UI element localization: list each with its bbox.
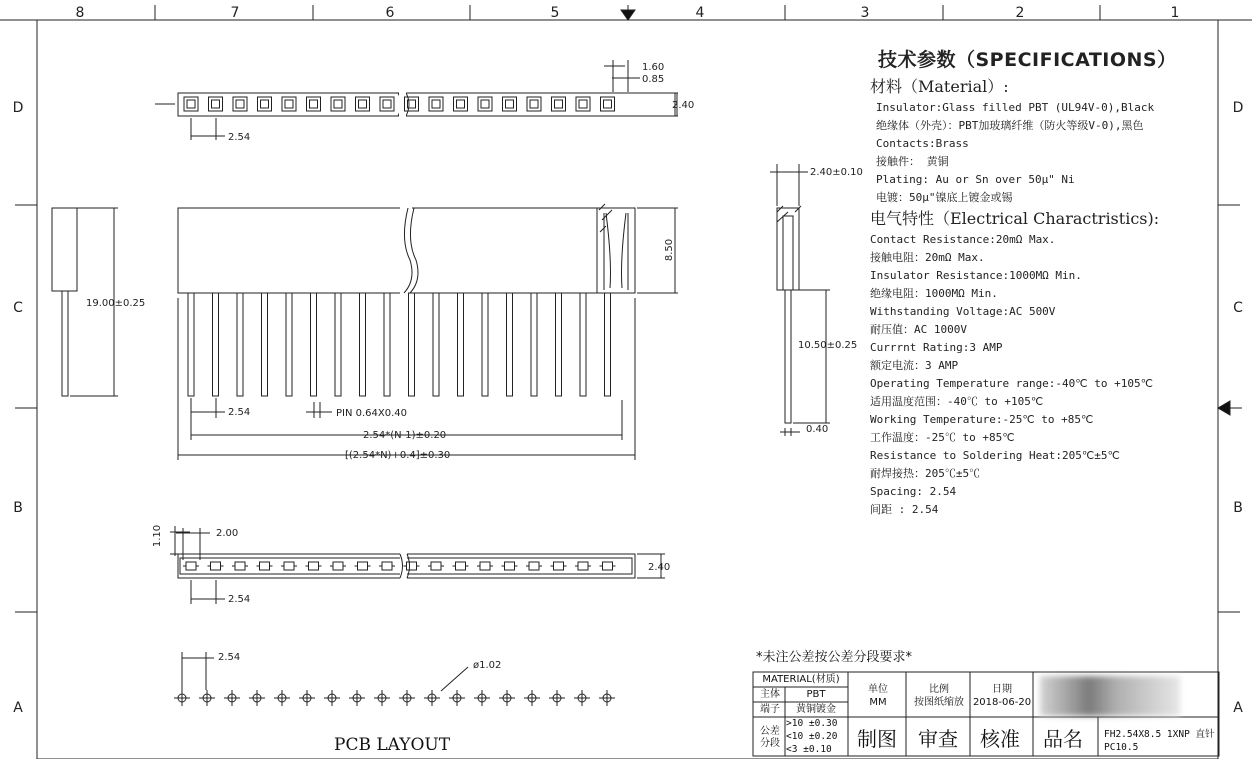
bottom-pin-pad — [456, 562, 466, 570]
pin-hole-inner — [383, 100, 391, 108]
bottom-pin-pad — [309, 562, 319, 570]
material-line: Plating: Au or Sn over 50μ" Ni — [876, 173, 1075, 186]
pin-hole-inner — [285, 100, 293, 108]
specifications-panel — [870, 45, 1240, 519]
dim-0-40: 0.40 — [806, 424, 829, 435]
front-pin — [482, 293, 488, 396]
dim-pin: PIN 0.64X0.40 — [336, 408, 408, 419]
pin-hole-inner — [261, 100, 269, 108]
top-view-body — [178, 93, 677, 116]
dim-2-40-bot: 2.40 — [648, 562, 671, 573]
pin-hole-outer — [331, 97, 345, 111]
front-pin — [384, 293, 390, 396]
dim-2-54-bot: 2.54 — [228, 594, 251, 605]
specifications-title: 技术参数（SPECIFICATIONS） — [878, 49, 1177, 71]
pin-hole-inner — [506, 100, 514, 108]
pin-hole-outer — [454, 97, 468, 111]
pin-hole-outer — [601, 97, 615, 111]
electrical-line: Currrnt Rating:3 AMP — [870, 341, 1003, 354]
bottom-pin-pad — [431, 562, 441, 570]
zone-number: 4 — [695, 5, 705, 21]
tb-product-value-2: PC10.5 — [1104, 742, 1139, 753]
zone-letter-left: D — [12, 100, 24, 116]
pin-hole-outer — [478, 97, 492, 111]
electrical-line: Working Temperature:-25℃ to +85℃ — [870, 413, 1094, 426]
bottom-pin-pad — [505, 562, 515, 570]
zone-number: 8 — [75, 5, 85, 21]
tb-body-label: 主体 — [760, 689, 780, 700]
front-pin — [213, 293, 219, 396]
pin-hole-outer — [527, 97, 541, 111]
electrical-line: 接触电阻：20mΩ Max. — [870, 251, 985, 264]
pin-hole-inner — [481, 100, 489, 108]
front-pin — [580, 293, 586, 396]
zone-number: 5 — [550, 5, 560, 21]
front-pin — [409, 293, 415, 396]
front-pin — [311, 293, 317, 396]
front-pin — [360, 293, 366, 396]
tb-tol-label-2: 分段 — [760, 738, 780, 749]
pcb-layout-label: PCB LAYOUT — [334, 735, 451, 755]
side-view-pin — [62, 291, 68, 396]
zone-number: 6 — [385, 5, 395, 21]
dim-1-10: 1.10 — [152, 524, 163, 548]
bottom-pin-pad — [480, 562, 490, 570]
electrical-line: Resistance to Soldering Heat:205℃±5℃ — [870, 449, 1120, 462]
part-views — [52, 60, 830, 706]
front-pin — [605, 293, 611, 396]
bottom-pin-pad — [186, 562, 196, 570]
electrical-line: Withstanding Voltage:AC 500V — [870, 305, 1056, 318]
front-pin — [433, 293, 439, 396]
dim-2-54-pcb: 2.54 — [218, 652, 241, 663]
front-pin — [237, 293, 243, 396]
pin-hole-outer — [184, 97, 198, 111]
zone-letter-left: A — [13, 700, 23, 716]
pin-hole-outer — [503, 97, 517, 111]
tb-date-value: 2018-06-20 — [972, 697, 1032, 708]
front-pin — [556, 293, 562, 396]
side-view-body — [52, 208, 77, 291]
tb-review-label: 审查 — [918, 727, 958, 751]
bottom-pin-pad — [407, 562, 417, 570]
tb-date-label: 日期 — [992, 684, 1012, 695]
pin-hole-inner — [236, 100, 244, 108]
tb-approve-label: 核准 — [980, 727, 1020, 751]
front-pin — [262, 293, 268, 396]
electrical-line: Spacing: 2.54 — [870, 485, 957, 498]
pin-hole-inner — [457, 100, 465, 108]
zone-number: 1 — [1170, 5, 1180, 21]
dim-2-40-side: 2.40±0.10 — [810, 167, 863, 178]
dim-2-54-top: 2.54 — [228, 132, 251, 143]
material-line: 接触件： 黄铜 — [876, 155, 949, 168]
dim-n-minus-1: 2.54*(N-1)±0.20 — [363, 430, 447, 441]
dim-0-85: 0.85 — [642, 74, 665, 85]
bottom-pin-pad — [554, 562, 564, 570]
pin-hole-outer — [233, 97, 247, 111]
electrical-line: Contact Resistance:20mΩ Max. — [870, 233, 1056, 246]
bottom-pin-pad — [578, 562, 588, 570]
front-pin — [458, 293, 464, 396]
electrical-line: Insulator Resistance:1000MΩ Min. — [870, 269, 1082, 282]
pin-hole-outer — [576, 97, 590, 111]
bottom-pin-pad — [235, 562, 245, 570]
dim-19-00: 19.00±0.25 — [86, 298, 146, 309]
pin-hole-inner — [310, 100, 318, 108]
pin-hole-outer — [356, 97, 370, 111]
bottom-pin-pad — [603, 562, 613, 570]
front-pin — [531, 293, 537, 396]
material-line: 绝缘体（外壳）：PBT加玻璃纤维（防火等级V-0),黑色 — [876, 119, 1144, 132]
tb-product-label: 品名 — [1043, 727, 1083, 751]
dim-10-50: 10.50±0.25 — [798, 340, 858, 351]
pin-hole-inner — [555, 100, 563, 108]
front-pin — [507, 293, 513, 396]
pin-hole-outer — [307, 97, 321, 111]
pin-hole-inner — [432, 100, 440, 108]
pin-hole-inner — [359, 100, 367, 108]
electrical-heading: 电气特性（Electrical Charactristics): — [870, 209, 1160, 228]
material-lines — [876, 99, 1240, 207]
tb-scale-value: 按图纸缩放 — [914, 697, 964, 708]
electrical-lines — [870, 231, 1240, 519]
zone-number: 3 — [860, 5, 870, 21]
tb-draw-label: 制图 — [857, 727, 897, 751]
tb-tol-label-1: 公差 — [760, 726, 780, 737]
zone-number: 7 — [230, 5, 240, 21]
dim-n-total: [(2.54*N)+0.4]±0.30 — [345, 450, 451, 461]
tb-tol-3: <3 ±0.10 — [786, 744, 832, 755]
pin-hole-inner — [334, 100, 342, 108]
pin-hole-inner — [187, 100, 195, 108]
zone-letter-right: A — [1233, 700, 1243, 716]
tb-terminal-value: 黄铜镀金 — [796, 704, 836, 715]
electrical-line: 工作温度：-25℃ to +85℃ — [870, 431, 1015, 444]
electrical-line: 额定电流：3 AMP — [870, 359, 959, 372]
redacted-logo — [1040, 676, 1180, 716]
material-line: Contacts:Brass — [876, 137, 969, 150]
dimension-labels — [86, 62, 863, 671]
pin-hole-inner — [604, 100, 612, 108]
zone-letter-left: B — [13, 500, 23, 516]
section-view-body — [777, 208, 799, 290]
tb-tol-1: >10 ±0.30 — [786, 718, 838, 729]
pin-hole-inner — [579, 100, 587, 108]
front-pin — [188, 293, 194, 396]
dim-2-00: 2.00 — [216, 528, 239, 539]
pin-hole-outer — [282, 97, 296, 111]
electrical-line: 间距 : 2.54 — [870, 503, 939, 516]
front-pin — [286, 293, 292, 396]
electrical-line: 绝缘电阻：1000MΩ Min. — [870, 287, 998, 300]
pin-hole-outer — [380, 97, 394, 111]
tb-tol-2: <10 ±0.20 — [786, 731, 838, 742]
tb-unit-value: MM — [869, 697, 887, 708]
zone-letter-right: B — [1233, 500, 1243, 516]
bottom-pin-pad — [333, 562, 343, 570]
zone-letter-right: C — [1233, 300, 1243, 316]
pin-hole-inner — [212, 100, 220, 108]
dim-1-60: 1.60 — [642, 62, 665, 73]
pin-hole-outer — [552, 97, 566, 111]
electrical-line: Operating Temperature range:-40℃ to +105℃ — [870, 377, 1153, 390]
material-line: Insulator:Glass filled PBT (UL94V-0),Black — [876, 101, 1155, 114]
material-heading: 材料（Material）: — [870, 77, 1009, 96]
dim-2-54-mid: 2.54 — [228, 407, 251, 418]
tb-terminal-label: 端子 — [760, 704, 780, 715]
material-line: 电镀：50μ"镍底上镀金或锡 — [876, 191, 1013, 204]
bottom-pin-pad — [358, 562, 368, 570]
zone-number: 2 — [1015, 5, 1025, 21]
bottom-pin-pad — [260, 562, 270, 570]
electrical-line: 耐焊接热：205℃±5℃ — [870, 467, 981, 480]
contact-outline — [604, 213, 628, 290]
bottom-pin-pad — [284, 562, 294, 570]
zone-letter-right: D — [1232, 100, 1244, 116]
zone-letter-left: C — [13, 300, 23, 316]
pin-hole-outer — [405, 97, 419, 111]
pin-hole-outer — [258, 97, 272, 111]
section-view-cavity — [783, 216, 793, 290]
tb-scale-label: 比例 — [929, 684, 949, 695]
tolerance-note: *未注公差按公差分段要求* — [756, 650, 913, 665]
section-view-pin — [785, 290, 791, 423]
tb-material-label: MATERIAL(材质) — [762, 674, 840, 685]
dim-8-50: 8.50 — [664, 238, 675, 262]
center-arrow-top — [621, 10, 635, 20]
bottom-pin-pad — [529, 562, 539, 570]
pin-hole-inner — [530, 100, 538, 108]
electrical-line: 耐压值：AC 1000V — [870, 323, 967, 336]
electrical-line: 适用温度范围：-40℃ to +105℃ — [870, 395, 1044, 408]
pin-hole-outer — [209, 97, 223, 111]
tb-product-value-1: FH2.54X8.5 1XNP 直针 — [1104, 729, 1215, 740]
front-pin — [335, 293, 341, 396]
leader-line — [441, 667, 468, 691]
pin-hole-outer — [429, 97, 443, 111]
tb-body-value: PBT — [806, 689, 826, 700]
tb-unit-label: 单位 — [868, 684, 888, 695]
dim-hole: ø1.02 — [473, 660, 502, 671]
dim-2-40-top: 2.40 — [672, 100, 695, 111]
front-section — [597, 208, 635, 293]
bottom-pin-pad — [382, 562, 392, 570]
bottom-pin-pad — [211, 562, 221, 570]
